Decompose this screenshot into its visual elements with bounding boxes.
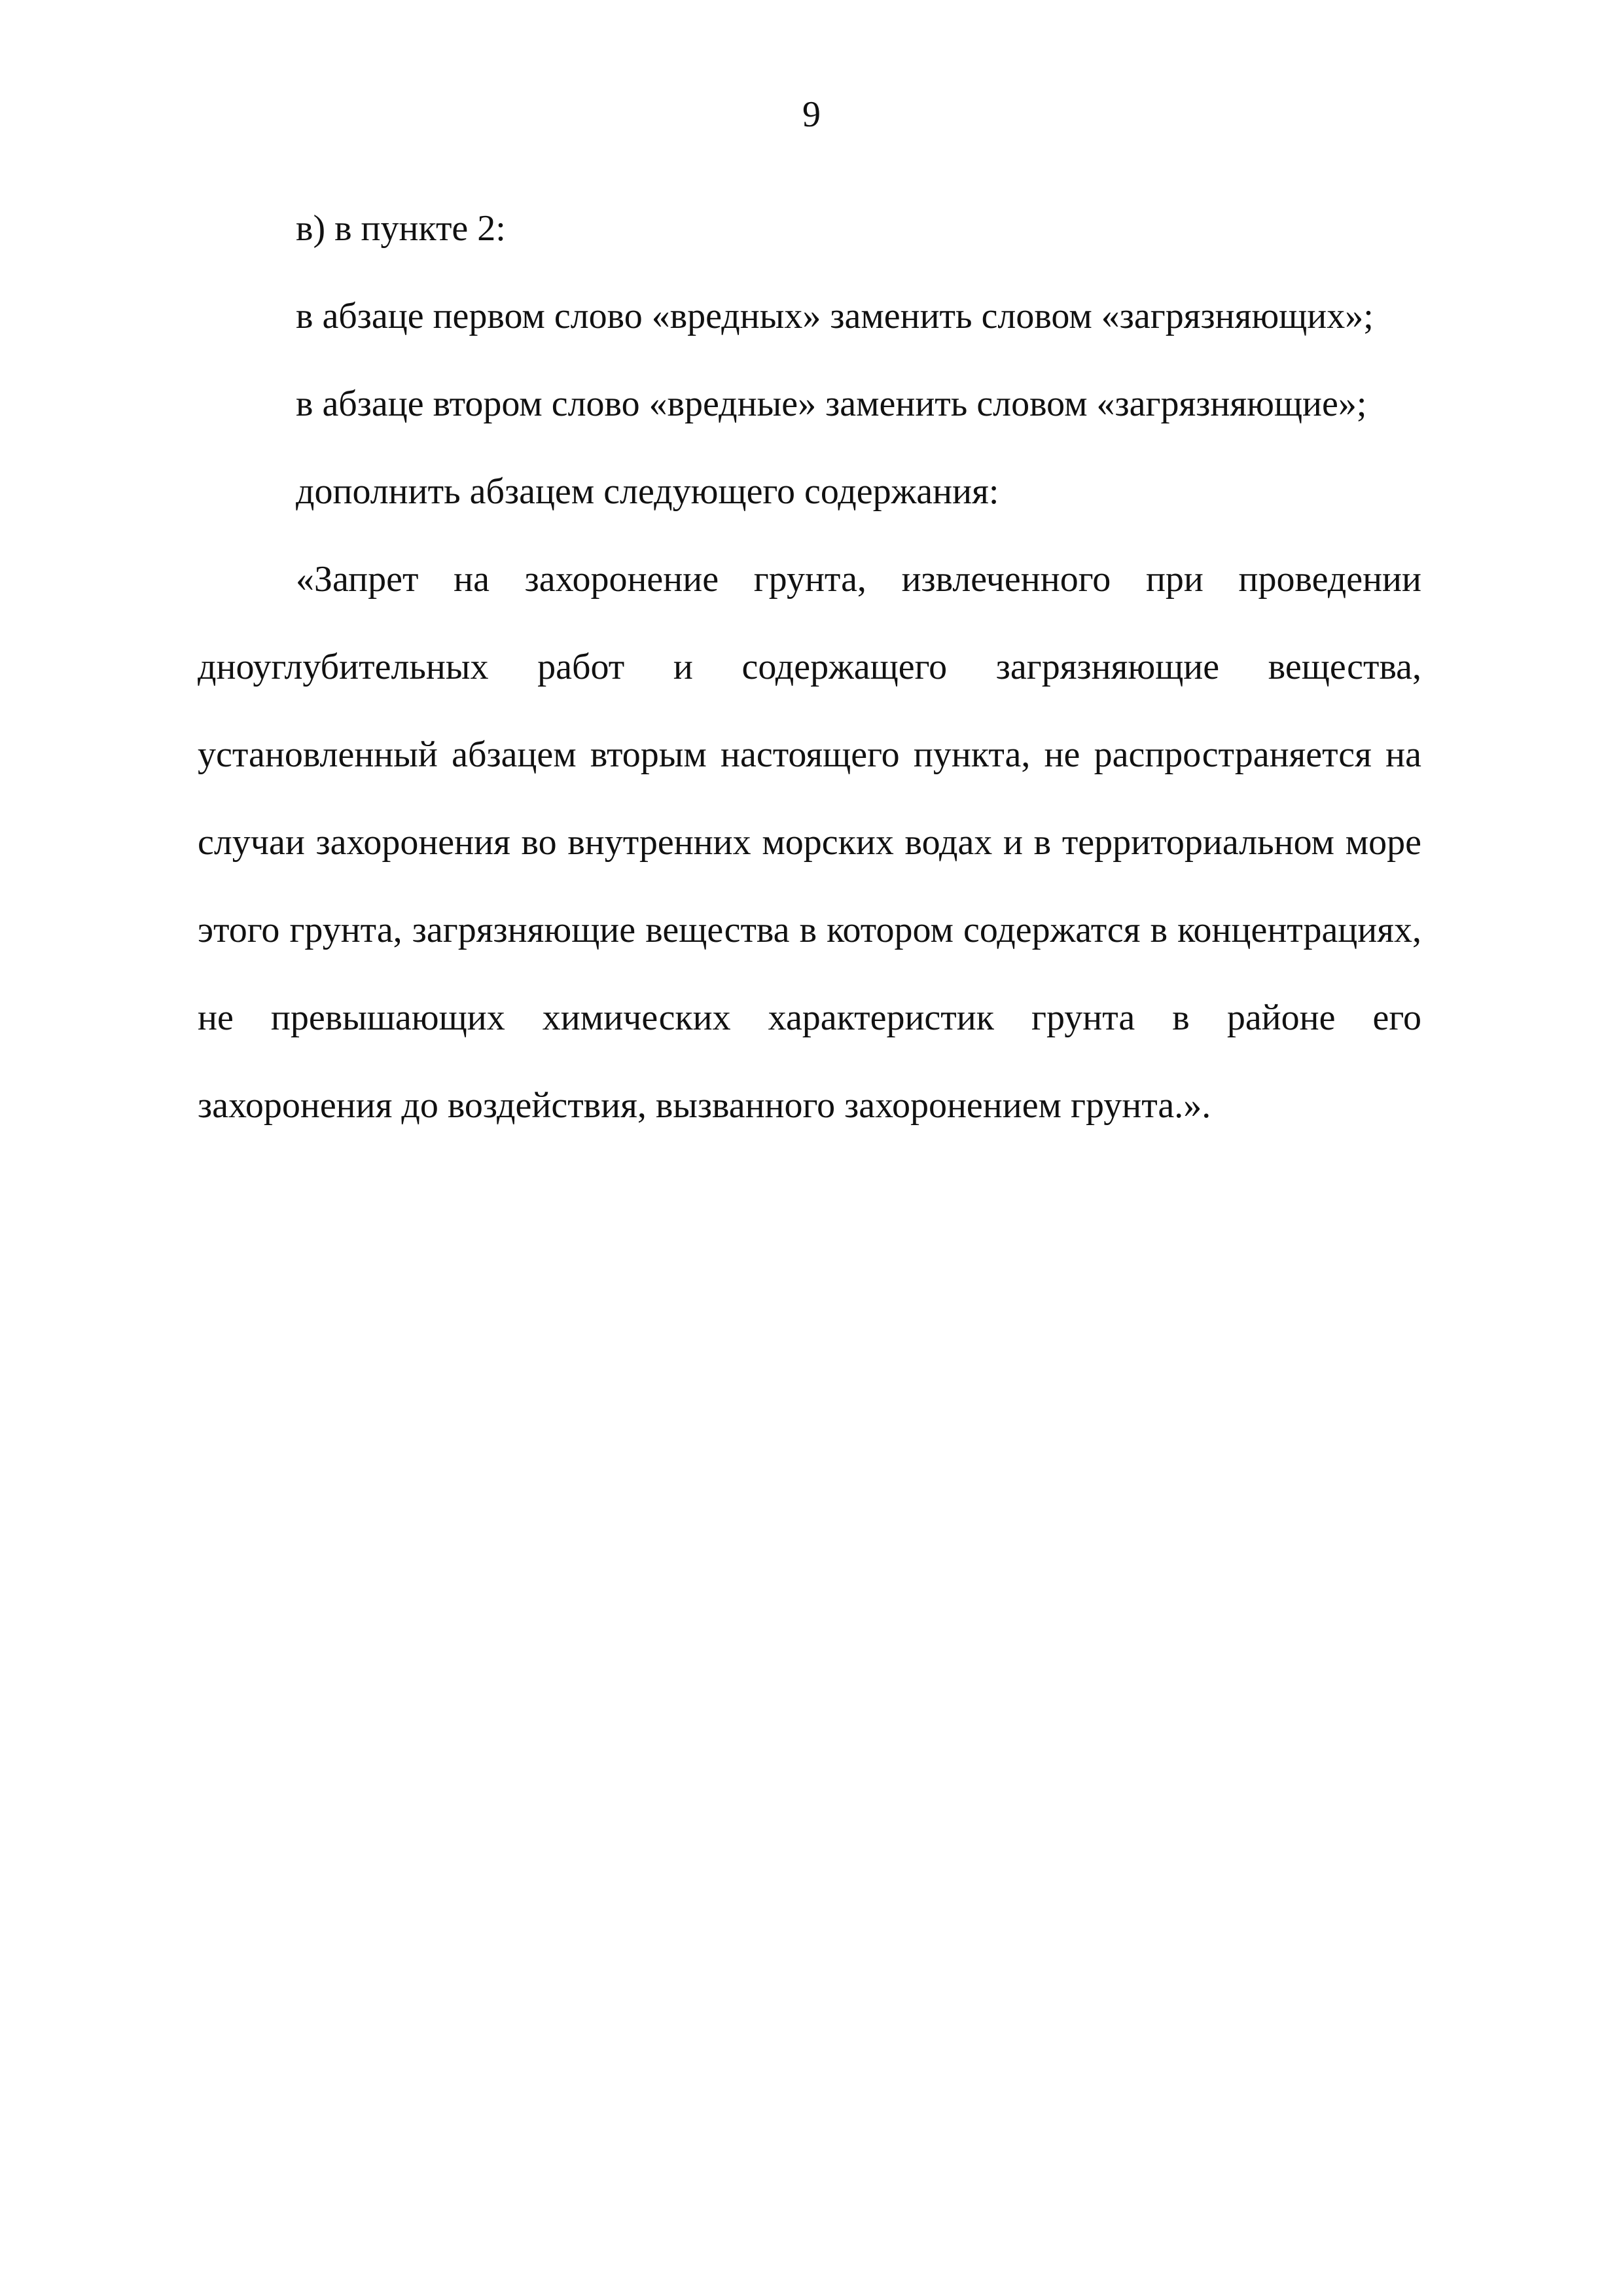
page-number: 9	[802, 94, 821, 135]
paragraph-quoted-amendment: «Запрет на захоронение грунта, извлеченного при проведении дноуглубительных работ и содержащего загрязняющие вещества, установленный абзацем вторым настоящего пункта, не распространяется на случаи захоронения во внутренних морских водах и в территориальном море этого грунта, загрязняющие вещества в котором содержатся в концентрациях, не превышающих химических характеристик грунта в районе его захоронения до воздействия, вызванного захоронением грунта.».	[198, 559, 1421, 1126]
paragraph-supplement-intro: дополнить абзацем следующего содержания:	[296, 471, 999, 512]
paragraph-first-abzats: в абзаце первом слово «вредных» заменить словом «загрязняющих»;	[296, 296, 1374, 336]
paragraph-second-abzats: в абзаце втором слово «вредные» заменить словом «загрязняющие»;	[296, 384, 1367, 424]
paragraph-item-v: в) в пункте 2:	[296, 208, 506, 249]
document-body	[198, 185, 1421, 1149]
